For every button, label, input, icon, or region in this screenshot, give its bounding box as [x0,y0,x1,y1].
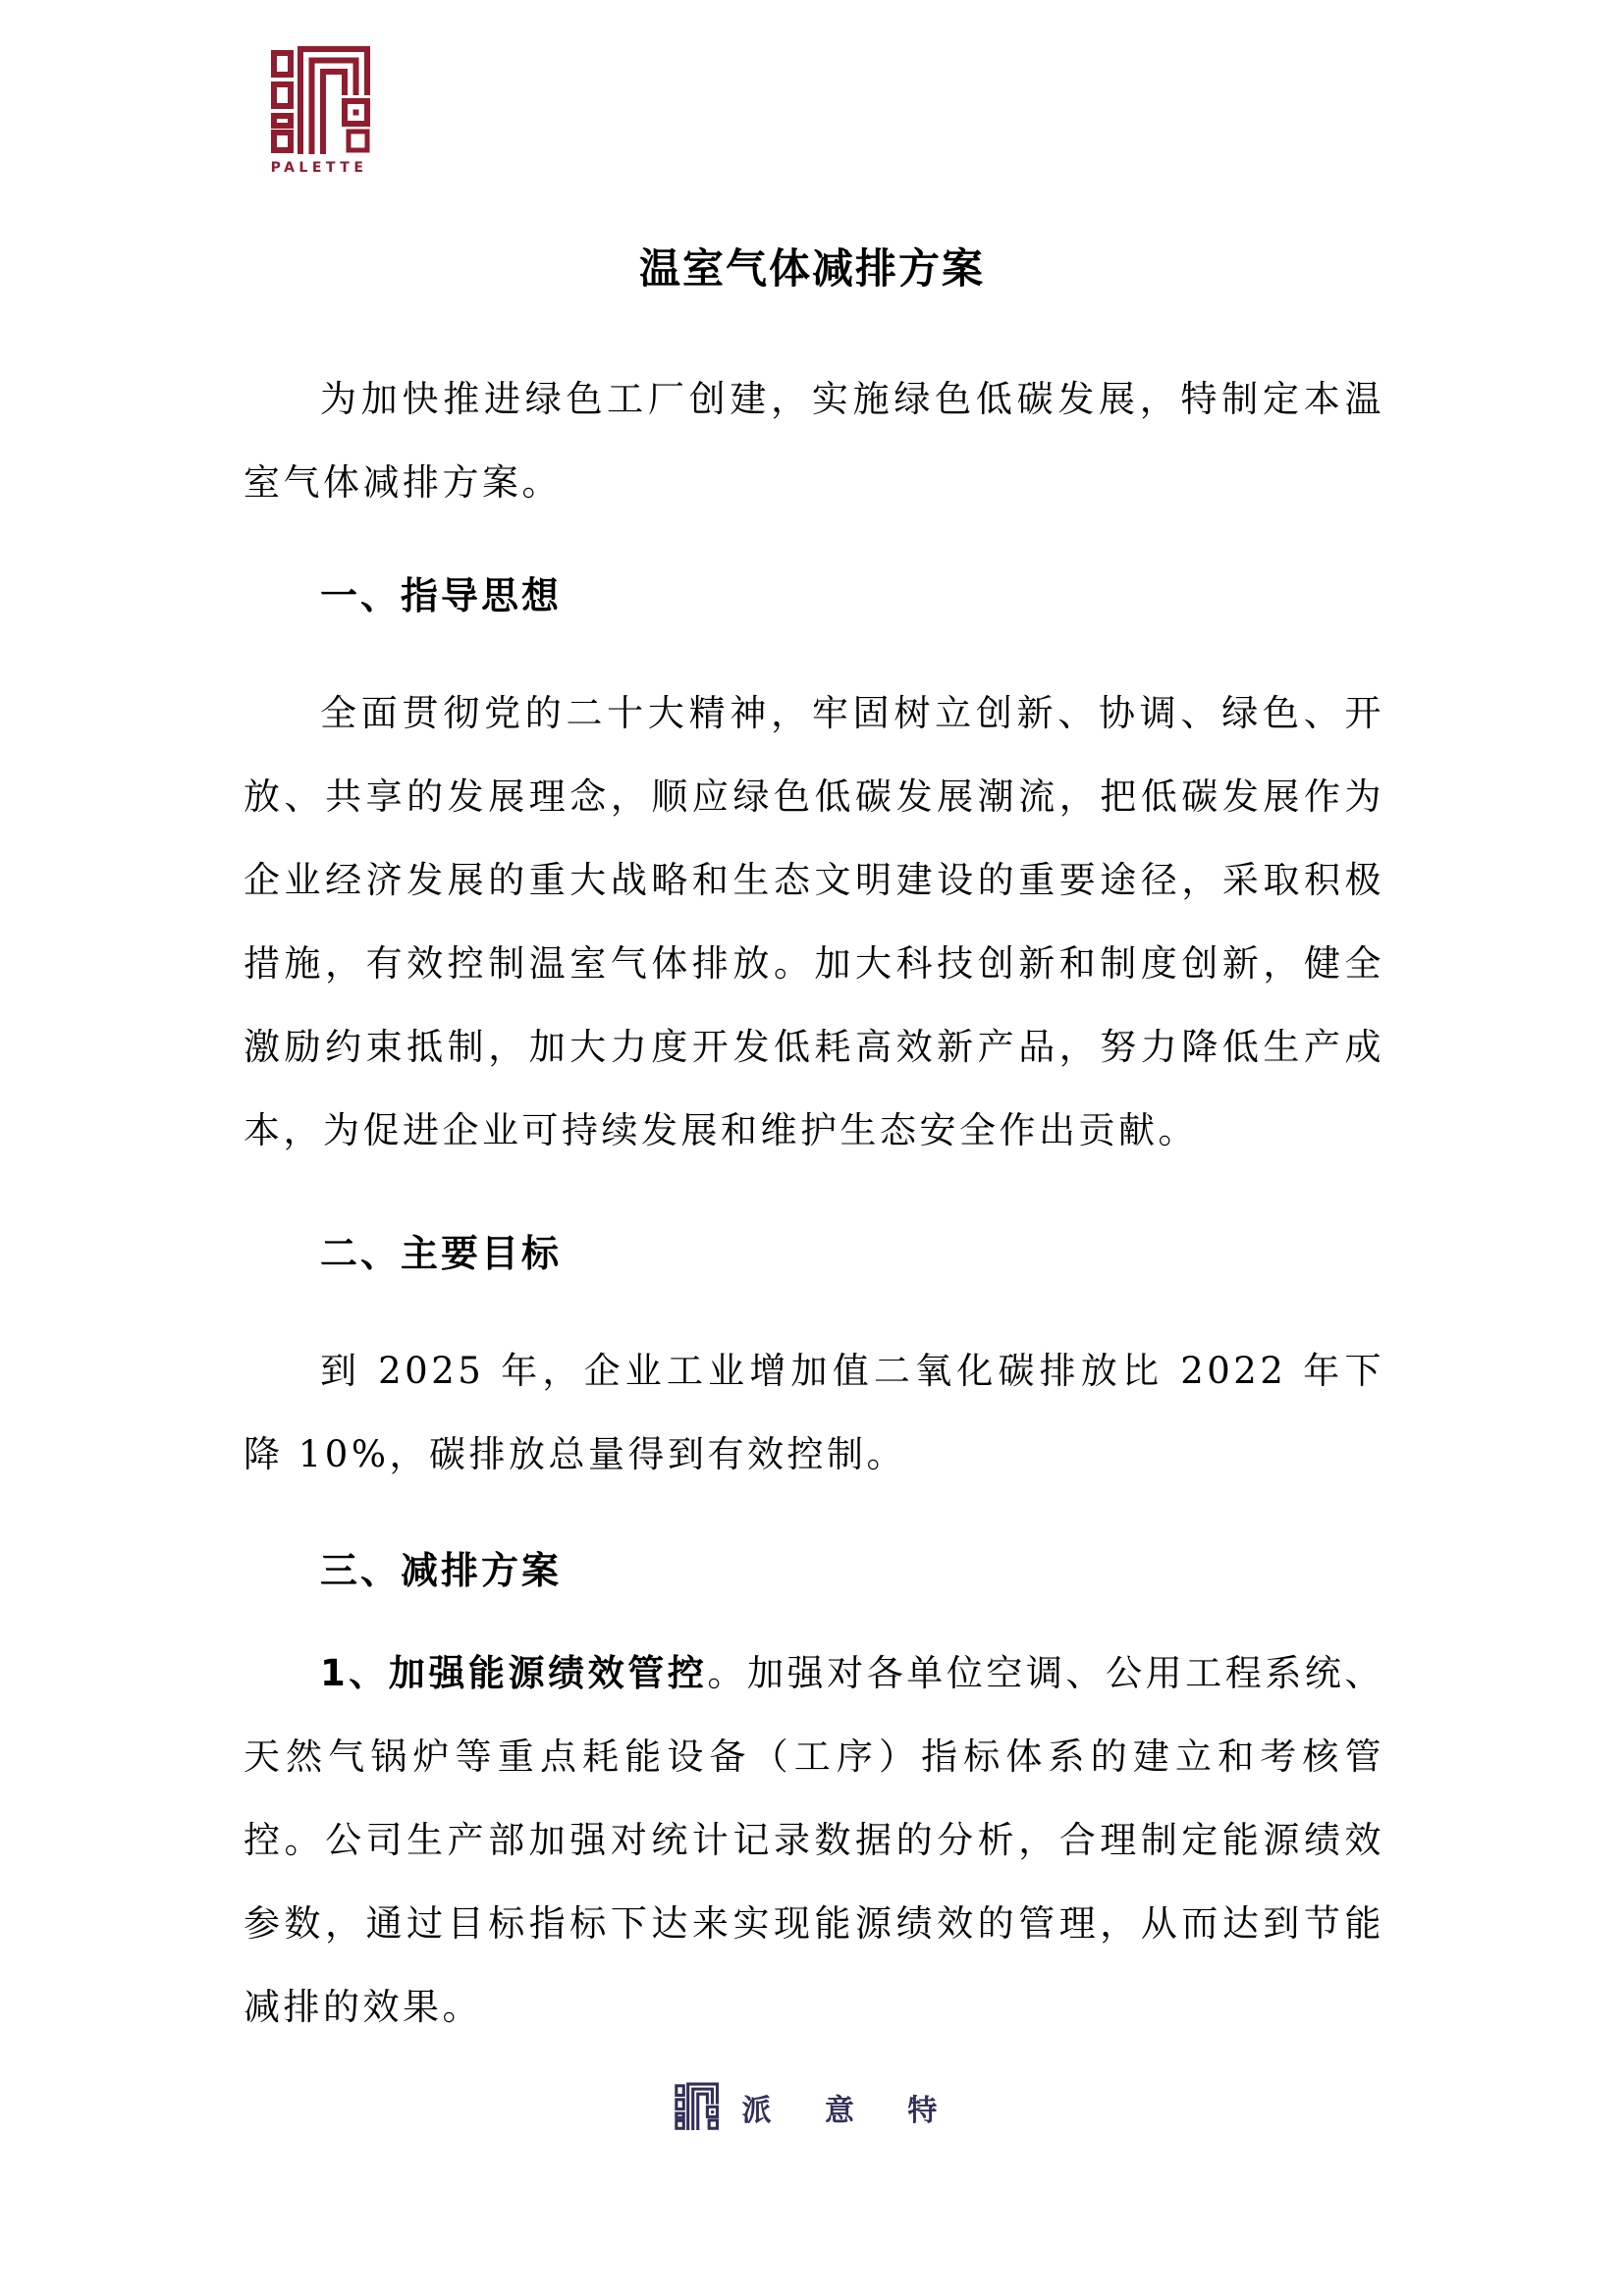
brand-wordmark: PALETTE [270,160,368,176]
section-heading-3: 三、减排方案 [320,1549,563,1592]
section-heading-2: 二、主要目标 [320,1232,563,1275]
section-item-1 [244,1631,1384,2049]
footer [0,2081,1624,2134]
footer-brand-text: 派 意 特 [741,2094,951,2128]
section-body-1: 全面贯彻党的二十大精神，牢固树立创新、协调、绿色、开放、共享的发展理念，顺应绿色低碳发展潮流，把低碳发展作为企业经济发展的重大战略和生态文明建设的重要途径，采取积极措施，有效控制温室气体排放。加大科技创新和制度创新，健全激励约束抵制，加大力度开发低耗高效新产品，努力降低生产成本，为促进企业可持续发展和维护生态安全作出贡献。 [244,692,1384,1151]
brand-logo [268,42,370,176]
section-item-rest: 。加强对各单位空调、公用工程系统、天然气锅炉等重点耗能设备（工序）指标体系的建立和考核管控。公司生产部加强对统计记录数据的分析，合理制定能源绩效参数，通过目标指标下达来实现能源绩效的管理，从而达到节能减排的效果。 [244,1652,1384,2028]
section-item-lead: 1、加强能源绩效管控 [320,1652,708,1694]
section-body-2: 到 2025 年，企业工业增加值二氧化碳排放比 2022 年下降 10%，碳排放总量得到有效控制。 [244,1350,1384,1475]
intro-paragraph: 为加快推进绿色工厂创建，实施绿色低碳发展，特制定本温室气体减排方案。 [244,378,1384,504]
section-heading-1: 一、指导思想 [320,574,563,617]
footer-maze-p-icon [674,2081,719,2134]
document-title: 温室气体减排方案 [638,244,985,293]
palette-maze-p-icon [268,42,370,154]
